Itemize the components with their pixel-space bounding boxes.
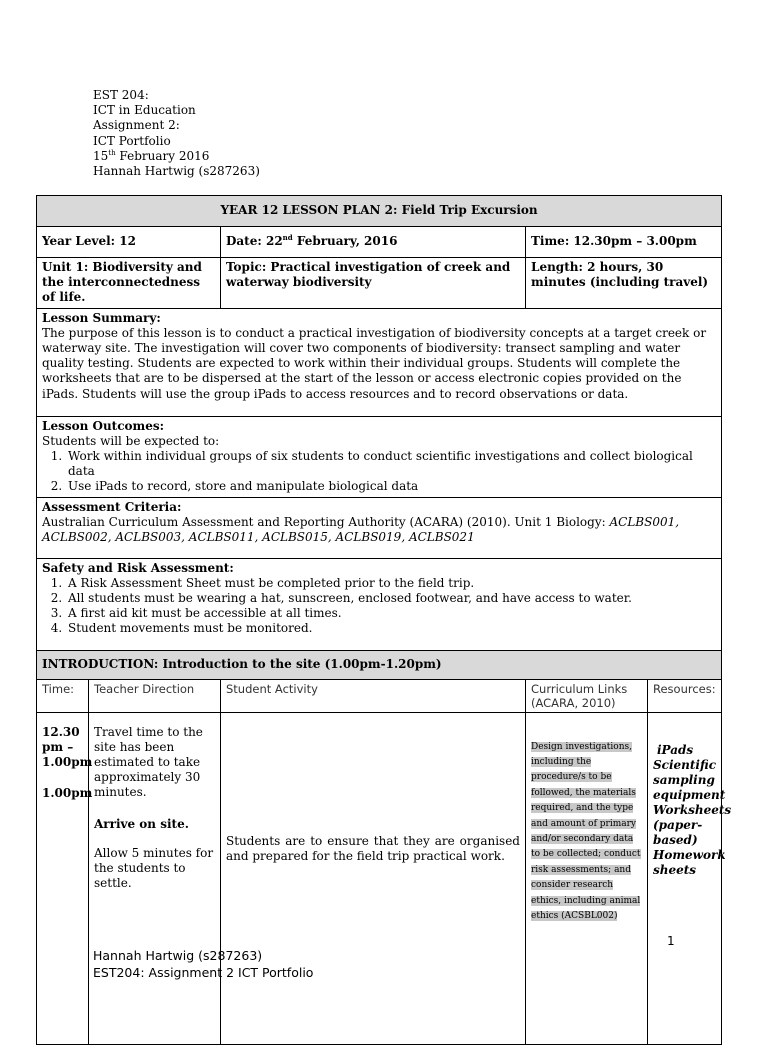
list-item: 1. Work within individual groups of six students to conduct scientific investigations and collect biological data <box>66 449 716 479</box>
criteria-codes: ACLBS001, ACLBS002, ACLBS003, ACLBS011, ACLBS015, ACLBS019, ACLBS021 <box>42 514 680 545</box>
teacher-settle: Allow 5 minutes for the students to settle. <box>94 845 214 891</box>
outcomes-intro: Students will be expected to: <box>42 433 220 448</box>
list-item: 4. Student movements must be monitored. <box>66 621 716 636</box>
column-curriculum-links: Curriculum Links (ACARA, 2010) <box>526 679 648 712</box>
summary-heading: Lesson Summary: <box>42 310 161 325</box>
column-teacher-direction: Teacher Direction <box>89 679 221 712</box>
footer-author: Hannah Hartwig (s287263) <box>93 948 263 963</box>
criteria-text: Australian Curriculum Assessment and Reporting Authority (ACARA) (2010). Unit 1 Biology: ACLBS001, ACLBS002, ACLBS003, ACLBS011, ACLBS015, ACLBS019, ACLBS021 <box>42 514 680 545</box>
outcomes-list <box>42 449 716 495</box>
time-travel: 12.30 pm – 1.00pm <box>42 724 93 770</box>
assignment-number: Assignment 2: <box>93 118 180 133</box>
footer-course: EST204: Assignment 2 ICT Portfolio <box>93 965 314 980</box>
summary-text: The purpose of this lesson is to conduct a practical investigation of biodiversity concepts at a target creek or waterway site. The investigation will cover two components of biodiversity: transect sampling and water quality testing. Students are expected to work within their individual groups. Students will complete the worksheets that are to be dispersed at the start of the lesson or access electronic copies provided on the iPads. Students will use the group iPads to access resources and to record observations or data. <box>42 325 707 401</box>
lesson-date: Date: 22nd February, 2016 <box>221 227 526 258</box>
list-item: 3. A first aid kit must be accessible at all times. <box>66 606 716 621</box>
curriculum-text: Design investigations, including the procedure/s to be followed, the materials required, and the type and amount of primary and/or secondary data to be collected; conduct risk assessments; and consider research ethics, including animal ethics (ACSBL002) <box>531 741 641 922</box>
teacher-travel: Travel time to the site has been estimated to take approximately 30 minutes. <box>94 724 203 800</box>
resources-list <box>653 742 732 878</box>
unit: Unit 1: Biodiversity and the interconnectedness of life. <box>37 258 221 309</box>
time-cell <box>37 712 93 1044</box>
assignment-name: ICT Portfolio <box>93 133 171 148</box>
year-level: Year Level: 12 <box>37 227 221 258</box>
course-code: EST 204: <box>93 88 149 102</box>
lesson-plan-table <box>36 195 732 1045</box>
student-activity-cell <box>221 712 526 1044</box>
page-footer <box>93 947 313 981</box>
safety-heading: Safety and Risk Assessment: <box>42 560 234 575</box>
curriculum-cell <box>526 712 648 1044</box>
safety-list <box>42 576 716 637</box>
list-item: 2. All students must be wearing a hat, sunscreen, enclosed footwear, and have access to water. <box>66 591 716 606</box>
time-arrive: 1.00pm <box>42 786 93 801</box>
lesson-time: Time: 12.30pm – 3.00pm <box>526 227 722 258</box>
teacher-direction-cell <box>89 712 221 1044</box>
list-item: Homework sheets <box>653 847 726 877</box>
author-name: Hannah Hartwig (s287263) <box>93 164 260 179</box>
introduction-heading: INTRODUCTION: Introduction to the site (1.00pm-1.20pm) <box>37 650 722 679</box>
lesson-plan-title: YEAR 12 LESSON PLAN 2: Field Trip Excursion <box>37 196 722 227</box>
student-activity-text: Students are to ensure that they are organised and prepared for the field trip practical work. <box>226 833 520 863</box>
criteria-heading: Assessment Criteria: <box>42 499 182 514</box>
column-resources: Resources: <box>648 679 722 712</box>
list-item: 1. A Risk Assessment Sheet must be completed prior to the field trip. <box>66 576 716 591</box>
safety-risk-assessment <box>37 558 722 650</box>
column-time: Time: <box>37 679 89 712</box>
list-item: Worksheets (paper-based) <box>653 802 732 847</box>
teacher-arrive: Arrive on site. <box>94 816 189 831</box>
lesson-length: Length: 2 hours, 30 minutes (including travel) <box>526 258 722 309</box>
list-item: iPads <box>657 742 694 757</box>
list-item: 2. Use iPads to record, store and manipulate biological data <box>66 479 716 494</box>
page-number: 1 <box>667 934 675 948</box>
list-item: Scientific sampling equipment <box>653 757 726 802</box>
document-header <box>93 88 260 179</box>
topic: Topic: Practical investigation of creek and waterway biodiversity <box>221 258 526 309</box>
lesson-outcomes <box>37 416 722 497</box>
assessment-criteria <box>37 497 722 558</box>
header-date: 15th February 2016 <box>93 148 210 163</box>
column-student-activity: Student Activity <box>221 679 526 712</box>
resources-cell <box>648 712 732 1044</box>
lesson-summary <box>37 308 722 416</box>
outcomes-heading: Lesson Outcomes: <box>42 418 165 433</box>
course-name: ICT in Education <box>93 103 196 118</box>
